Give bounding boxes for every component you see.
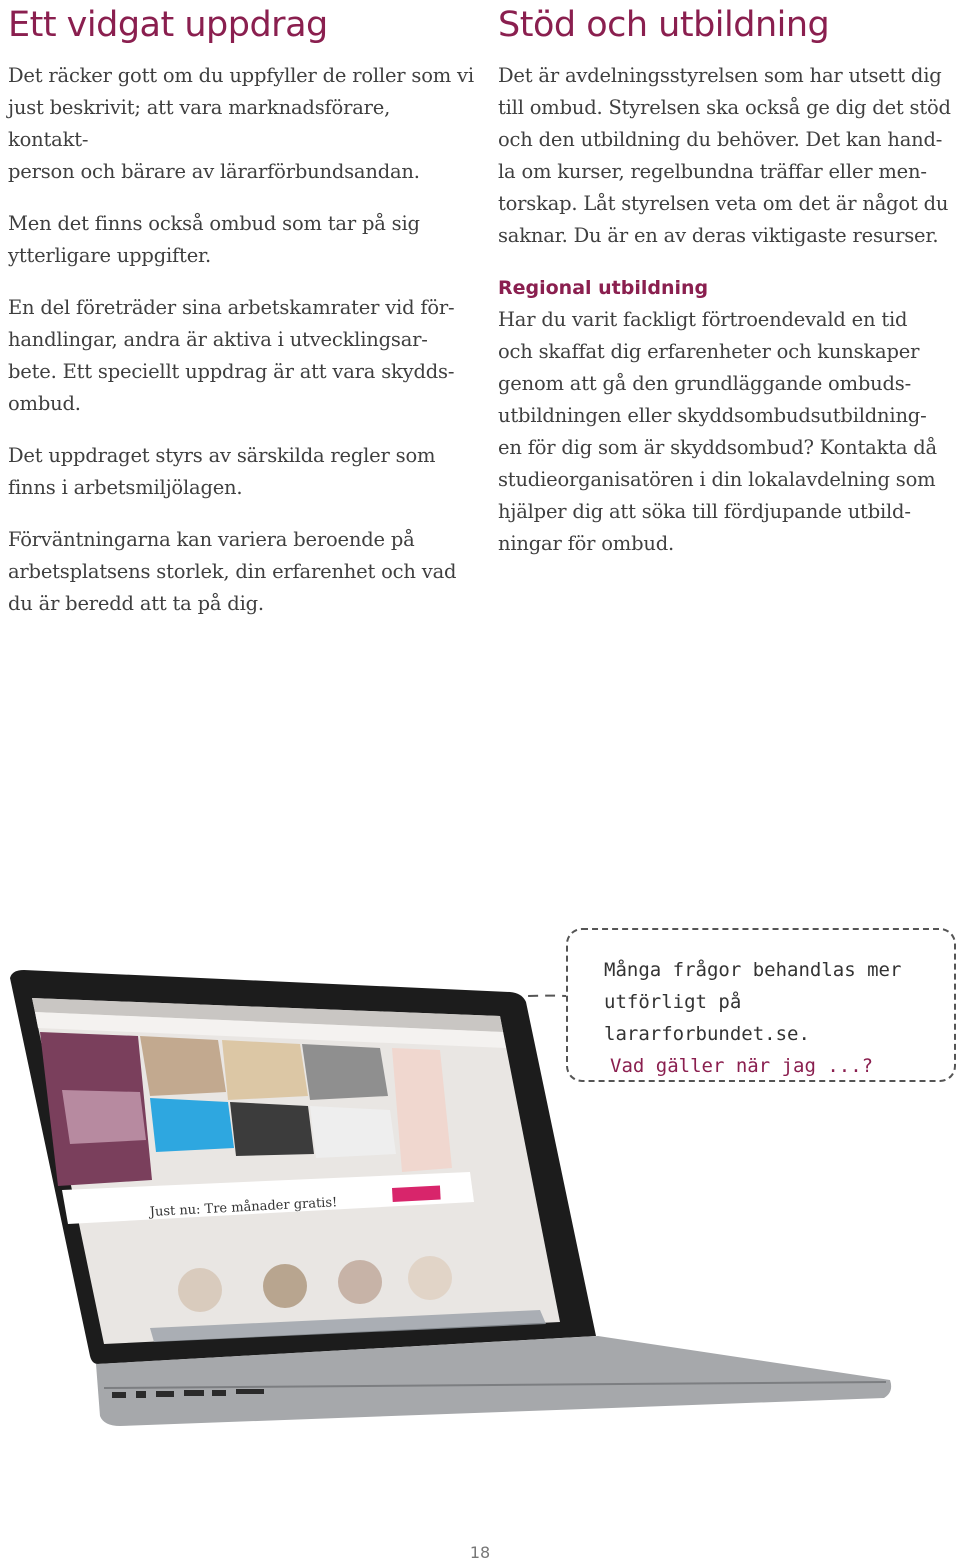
screen-banner-text: Just nu: Tre månader gratis! <box>149 1195 338 1220</box>
screen-portrait-1 <box>178 1268 222 1312</box>
right-column <box>498 0 958 560</box>
intro-paragraph: Det är avdelningsstyrelsen som har utsett dig till ombud. Styrelsen ska också ge dig det stöd och den utbildning du behöver. Det kan hand- la om kurser, regelbundna träffar eller men- torskap. Låt styrelsen veta om det är något du saknar. Du är en av deras viktigaste resurser. <box>498 64 951 247</box>
section-paragraph: Har du varit fackligt förtroendevald en tid och skaffat dig erfarenheter och kunskaper genom att gå den grundläggande ombuds- utbildningen eller skyddsombudsutbildning- en för dig som är skyddsombud? Kontakta då studieorganisatören i din lokalavdelning som hjälper dig att söka till fördjupande utbild- ningar för ombud. <box>498 308 937 555</box>
screen-portrait-2 <box>263 1264 307 1308</box>
section-title-left: Ett vidgat uppdrag <box>8 5 328 45</box>
paragraph: Men det finns också ombud som tar på sig ytterligare uppgifter. <box>8 212 420 267</box>
screen-portrait-4 <box>408 1256 452 1300</box>
paragraph: Det räcker gott om du uppfyller de roller som vi just beskrivit; att vara marknadsförare, kontakt- person och bärare av lärarförbundsandan. <box>8 64 474 183</box>
callout-line: utförligt på lararforbundet.se. <box>604 991 810 1045</box>
callout-text <box>604 954 954 1082</box>
left-column <box>8 0 476 620</box>
page-number: 18 <box>469 1543 491 1562</box>
screen-cta-button <box>392 1185 441 1201</box>
screen-twitter-tile <box>150 1098 234 1152</box>
paragraph: Det uppdraget styrs av särskilda regler som finns i arbetsmiljölagen. <box>8 444 436 499</box>
screen-portrait-3 <box>338 1260 382 1304</box>
section-title-right: Stöd och utbildning <box>498 5 830 45</box>
paragraph: En del företräder sina arbetskamrater vid för- handlingar, andra är aktiva i utvecklingsar- bete. Ett speciellt uppdrag är att vara skydds- ombud. <box>8 296 455 415</box>
subheading: Regional utbildning <box>498 277 709 299</box>
callout-link[interactable]: Vad gäller när jag ...? <box>610 1055 874 1077</box>
paragraph: Förväntningarna kan variera beroende på arbetsplatsens storlek, din erfarenhet och vad du är beredd att ta på dig. <box>8 528 457 615</box>
callout-line: Många frågor behandlas mer <box>604 959 902 981</box>
